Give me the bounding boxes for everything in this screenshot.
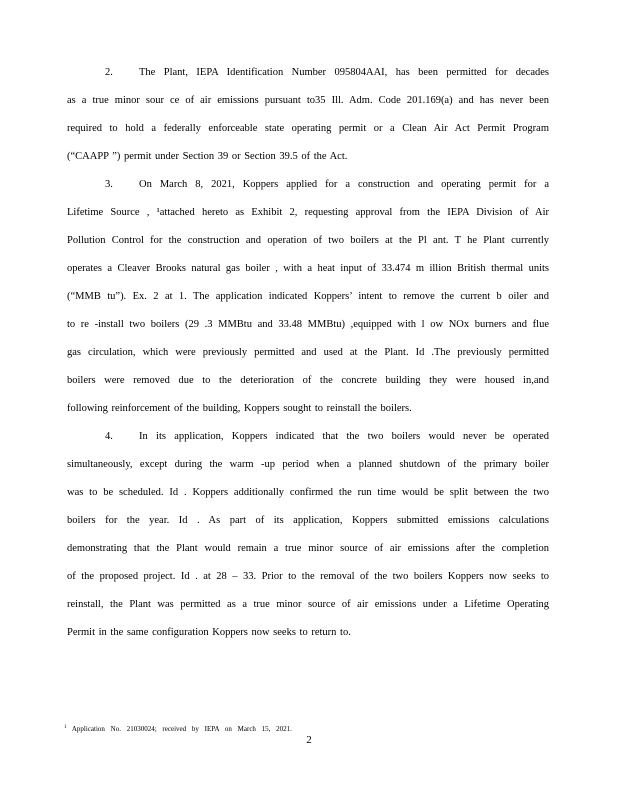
paragraph-text: The Plant, IEPA Identification Number 095804AAI, has been permitted for decades [139, 67, 549, 78]
footnote-text: Application No. 21030024; received by IEPA on March 15, 2021. [71, 725, 292, 733]
paragraph-line: Permit in the same configuration Koppers now seeks to return to. [67, 627, 351, 638]
paragraph-number: 3. [105, 179, 113, 190]
paragraph-line: following reinforcement of the building, Koppers sought to reinstall the boilers. [67, 403, 412, 414]
footnote-marker: 1 [64, 725, 67, 730]
paragraph-line: Lifetime Source , ¹attached hereto as Exhibit 2, requesting approval from the IEPA Division of Air [67, 207, 549, 218]
paragraph-text: In its application, Koppers indicated that the two boilers would never be operated [139, 431, 549, 442]
paragraph-line: boilers for the year. Id . As part of its application, Koppers submitted emissions calculations [67, 515, 549, 526]
paragraph-line: operates a Cleaver Brooks natural gas boiler , with a heat input of 33.474 m illion British thermal units [67, 263, 549, 274]
paragraph-line [105, 178, 549, 192]
paragraph-line: to re -install two boilers (29 .3 MMBtu and 33.48 MMBtu) ,equipped with l ow NOx burners and flue [67, 319, 549, 330]
paragraph-line: simultaneously, except during the warm -up period when a planned shutdown of the primary boiler [67, 459, 549, 470]
paragraph-line: reinstall, the Plant was permitted as a true minor source of air emissions under a Lifetime Operating [67, 599, 549, 610]
paragraph-line: Pollution Control for the construction and operation of two boilers at the Pl ant. T he Plant currently [67, 235, 549, 246]
paragraph-line [105, 66, 549, 80]
paragraph-line: gas circulation, which were previously permitted and used at the Plant. Id .The previously permitted [67, 347, 549, 358]
paragraph-line: of the proposed project. Id . at 28 – 33. Prior to the removal of the two boilers Koppers now seeks to [67, 571, 549, 582]
paragraph-line: (“MMB tu”). Ex. 2 at 1. The application indicated Koppers’ intent to remove the current b oiler and [67, 291, 549, 302]
paragraph-line: (“CAAPP ”) permit under Section 39 or Section 39.5 of the Act. [67, 151, 348, 162]
paragraph-number: 2. [105, 67, 113, 78]
paragraph-number: 4. [105, 431, 113, 442]
paragraph-line: demonstrating that the Plant would remain a true minor source of air emissions after the completion [67, 543, 549, 554]
paragraph-line: was to be scheduled. Id . Koppers additionally confirmed the run time would be split between the two [67, 487, 549, 498]
paragraph-line: as a true minor sour ce of air emissions pursuant to35 Ill. Adm. Code 201.169(a) and has never been [67, 95, 549, 106]
paragraph-line: required to hold a federally enforceable state operating permit or a Clean Air Act Permit Program [67, 123, 549, 134]
page-number: 2 [306, 734, 312, 746]
paragraph-line [105, 430, 549, 444]
paragraph-line: boilers were removed due to the deterioration of the concrete building they were housed in,and [67, 375, 549, 386]
paragraph-text: On March 8, 2021, Koppers applied for a construction and operating permit for a [139, 179, 549, 190]
